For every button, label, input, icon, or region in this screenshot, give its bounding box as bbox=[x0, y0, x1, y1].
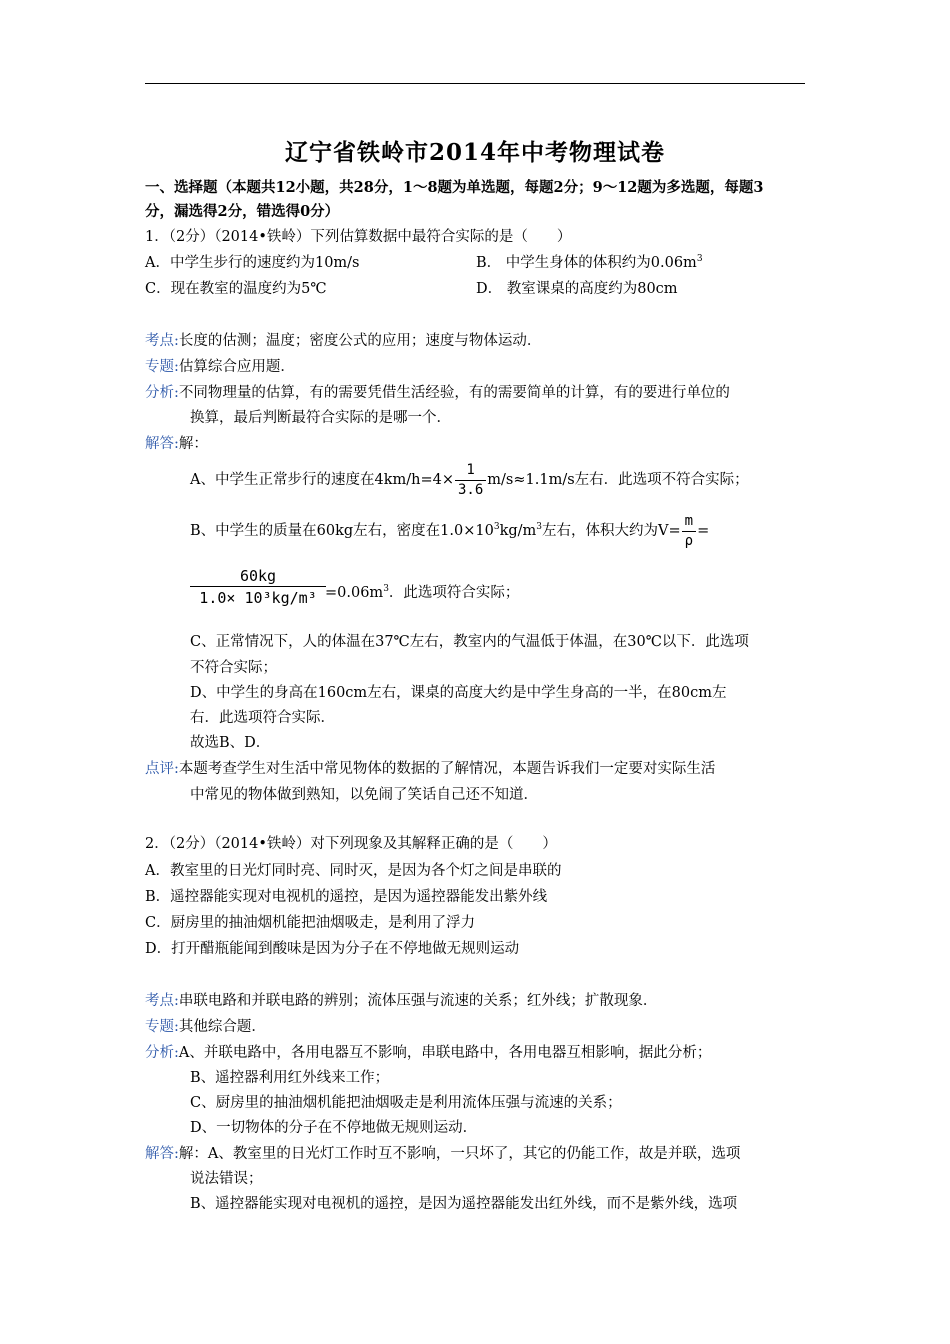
q1-answer-b-fraction bbox=[682, 513, 696, 550]
q1-answer-b-result-end: ．此选项符合实际； bbox=[388, 585, 520, 601]
q2-kaodian bbox=[145, 991, 657, 1011]
q1-dianping-text2: 中常见的物体做到熟知，以免闹了笑话自己还不知道． bbox=[190, 787, 538, 803]
q1-answer-a-fraction bbox=[455, 462, 486, 499]
q2-zhuanti bbox=[145, 1017, 266, 1037]
q2-kaodian-text: 串联电路和并联电路的辨别；流体压强与流速的关系；红外线；扩散现象． bbox=[178, 993, 658, 1009]
q1-answer-c2: 不符合实际； bbox=[190, 660, 277, 676]
q1-kaodian-label: 考点: bbox=[145, 333, 179, 349]
q2-fenxi bbox=[145, 1043, 711, 1063]
q1-fenxi-text1: 不同物理量的估算，有的需要凭借生活经验，有的需要简单的计算，有的要进行单位的 bbox=[178, 385, 730, 401]
q1-answer-b-frac-num: m bbox=[682, 513, 696, 532]
q1-answer-b-eq: = bbox=[697, 523, 710, 539]
q1-answer-a bbox=[190, 458, 749, 502]
q1-answer-d1: D、中学生的身高在160cm左右，课桌的高度大约是中学生身高的一半，在80cm左 bbox=[190, 685, 727, 701]
q1-zhuanti bbox=[145, 357, 295, 377]
q1-fenxi-label: 分析: bbox=[145, 385, 179, 401]
q1-answer-b-post: 左右，体积大约为V= bbox=[542, 523, 681, 539]
q1-answer-a-frac-num: 1 bbox=[455, 462, 486, 481]
q2-option-c: C．厨房里的抽油烟机能把油烟吸走，是利用了浮力 bbox=[145, 915, 476, 931]
section-heading-line2: 分，漏选得2分，错选得0分） bbox=[145, 203, 340, 220]
q1-dianping bbox=[145, 759, 715, 779]
q1-kaodian bbox=[145, 331, 541, 351]
q1-answer-b-mid: kg/m bbox=[499, 523, 537, 539]
q2-fenxi-text1: A、并联电路中，各用电器互不影响，串联电路中，各用电器互相影响，据此分析； bbox=[178, 1045, 712, 1061]
q2-fenxi-label: 分析: bbox=[145, 1045, 179, 1061]
q1-dianping-label: 点评: bbox=[145, 761, 179, 777]
q1-zhuanti-text: 估算综合应用题． bbox=[178, 359, 295, 375]
q1-option-c: C．现在教室的温度约为5℃ bbox=[145, 281, 327, 297]
q1-option-b bbox=[476, 253, 703, 273]
q1-answer-b-sup2: 3 bbox=[536, 522, 543, 533]
q2-zhuanti-text: 其他综合题． bbox=[178, 1019, 266, 1035]
q1-jieda-label: 解答: bbox=[145, 436, 179, 452]
q1-answer-b-sup1: 3 bbox=[493, 522, 500, 533]
q1-big-frac-den: 1.0× 10³kg/m³ bbox=[199, 589, 317, 607]
q1-answer-b-result bbox=[325, 583, 519, 603]
q1-answer-d2: 右．此选项符合实际． bbox=[190, 710, 335, 726]
q2-fenxi-text4: D、一切物体的分子在不停地做无规则运动． bbox=[190, 1120, 478, 1136]
q1-fenxi bbox=[145, 383, 730, 403]
q2-option-b: B．遥控器能实现对电视机的遥控，是因为遥控器能发出紫外线 bbox=[145, 889, 548, 905]
q1-option-d: D． 教室课桌的高度约为80cm bbox=[476, 281, 678, 297]
q1-option-b-sup: 3 bbox=[696, 254, 703, 265]
q1-answer-a-pre: A、中学生正常步行的速度在4km/h=4× bbox=[190, 472, 454, 488]
q1-answer-a-frac-den: 3.6 bbox=[457, 481, 484, 498]
q2-jieda-label: 解答: bbox=[145, 1146, 179, 1162]
q1-zhuanti-label: 专题: bbox=[145, 359, 179, 375]
q2-fenxi-text2: B、遥控器利用红外线来工作； bbox=[190, 1070, 390, 1086]
section-heading-line1: 一、选择题（本题共12小题，共28分，1～8题为单选题，每题2分；9～12题为多选题，每题3 bbox=[145, 179, 764, 196]
q2-fenxi-text3: C、厨房里的抽油烟机能把油烟吸走是利用流体压强与流速的关系； bbox=[190, 1095, 622, 1111]
q1-stem: 1．（2分）（2014•铁岭）下列估算数据中最符合实际的是（ ） bbox=[145, 229, 572, 245]
q1-big-frac-num: 60kg bbox=[190, 566, 326, 587]
q1-answer-b-result-sup: 3 bbox=[383, 584, 389, 595]
q1-answer-a-post: m/s≈1.1m/s左右．此选项不符合实际； bbox=[487, 472, 749, 488]
q2-option-d: D．打开醋瓶能闻到酸味是因为分子在不停地做无规则运动 bbox=[145, 941, 520, 957]
q2-jieda-text1: 解：A、教室里的日光灯工作时互不影响，一只坏了，其它的仍能工作，故是并联，选项 bbox=[178, 1146, 741, 1162]
q2-jieda-text3: B、遥控器能实现对电视机的遥控，是因为遥控器能发出红外线，而不是紫外线，选项 bbox=[190, 1196, 738, 1212]
q1-answer-b-pre: B、中学生的质量在60kg左右，密度在1.0×10 bbox=[190, 523, 494, 539]
page-title: 辽宁省铁岭市2014年中考物理试卷 bbox=[284, 139, 665, 166]
q1-option-b-text: B． 中学生身体的体积约为0.06m bbox=[476, 255, 697, 271]
q2-stem: 2．（2分）（2014•铁岭）对下列现象及其解释正确的是（ ） bbox=[145, 836, 557, 852]
q1-kaodian-text: 长度的估测；温度；密度公式的应用；速度与物体运动． bbox=[178, 333, 542, 349]
q1-answer-b-frac-den: ρ bbox=[684, 532, 694, 549]
q2-jieda bbox=[145, 1144, 740, 1164]
q1-option-a: A．中学生步行的速度约为10m/s bbox=[145, 255, 360, 271]
q2-kaodian-label: 考点: bbox=[145, 993, 179, 1009]
q1-answer-b-volume-fraction bbox=[190, 566, 326, 609]
q2-option-a: A．教室里的日光灯同时亮、同时灭，是因为各个灯之间是串联的 bbox=[145, 863, 562, 879]
q1-dianping-text1: 本题考查学生对生活中常见物体的数据的了解情况，本题告诉我们一定要对实际生活 bbox=[178, 761, 716, 777]
q1-jieda bbox=[145, 434, 208, 454]
q1-answer-b bbox=[190, 509, 709, 553]
q2-jieda-text2: 说法错误； bbox=[190, 1171, 263, 1187]
q1-fenxi-text2: 换算，最后判断最符合实际的是哪一个． bbox=[190, 410, 451, 426]
header-rule bbox=[145, 83, 805, 84]
q1-answer-c1: C、正常情况下，人的体温在37℃左右，教室内的气温低于体温，在30℃以下．此选项 bbox=[190, 634, 749, 650]
q1-answer-final: 故选B、D． bbox=[190, 735, 271, 751]
q1-answer-b-result-pre: =0.06m bbox=[325, 585, 384, 601]
q1-jieda-intro: 解： bbox=[178, 436, 208, 452]
q2-zhuanti-label: 专题: bbox=[145, 1019, 179, 1035]
